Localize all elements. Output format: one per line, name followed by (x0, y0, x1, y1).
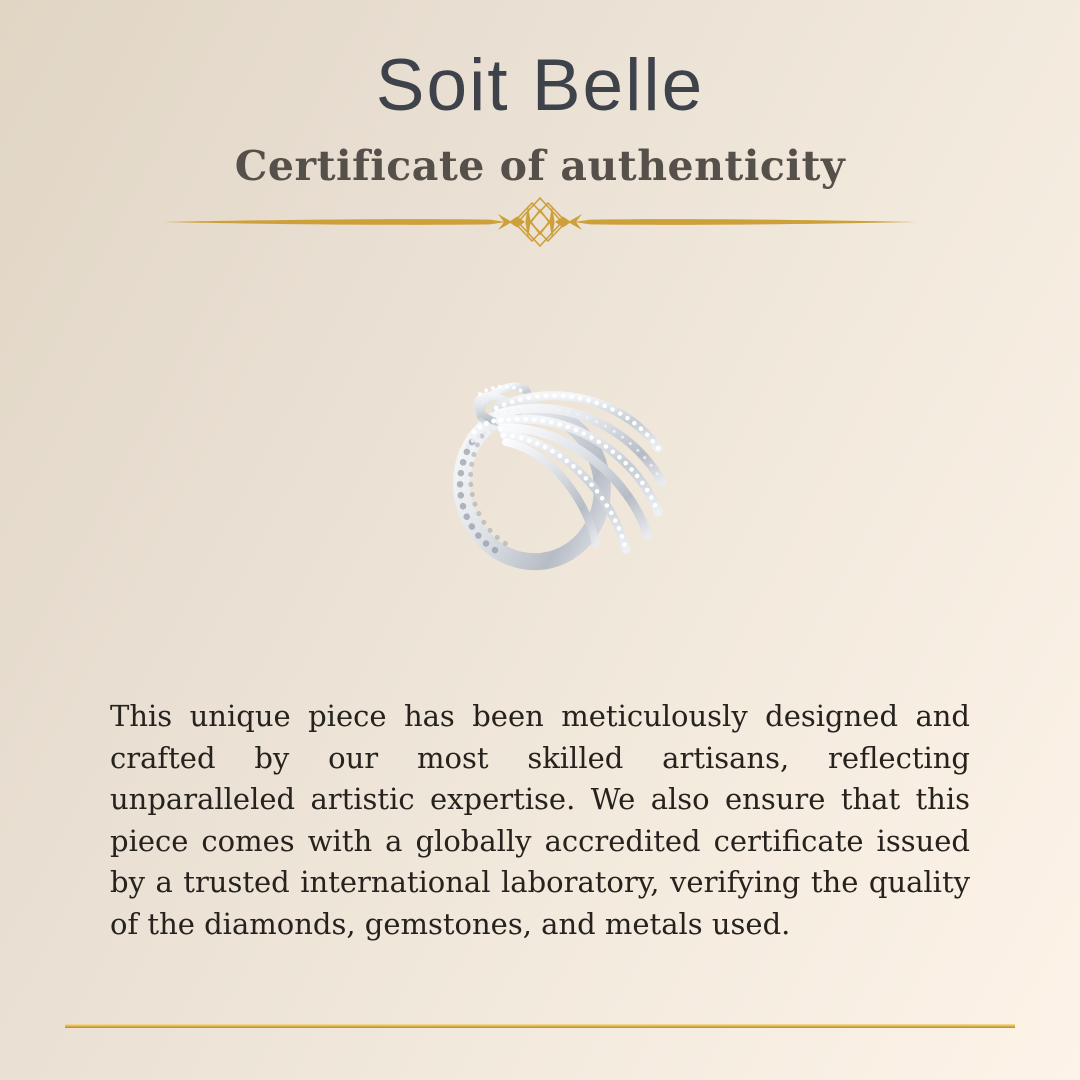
product-ring-image (428, 336, 680, 574)
certificate-title: Certificate of authenticity (234, 142, 846, 190)
gold-filigree-divider-icon (160, 196, 920, 248)
certificate-body-text: This unique piece has been meticulously designed and crafted by our most skilled artisans, reflecting unparalleled artistic expertise. We also ensure that this piece comes with a globally accredited certificate issued by a trusted international laboratory, verifying the quality of the diamonds, gemstones, and metals used. (110, 699, 970, 941)
divider-ornament-graphic (160, 196, 920, 248)
brand-logo: Soit Belle (375, 45, 705, 126)
gold-bottom-rule (65, 1024, 1015, 1028)
ring-graphic (428, 336, 680, 574)
